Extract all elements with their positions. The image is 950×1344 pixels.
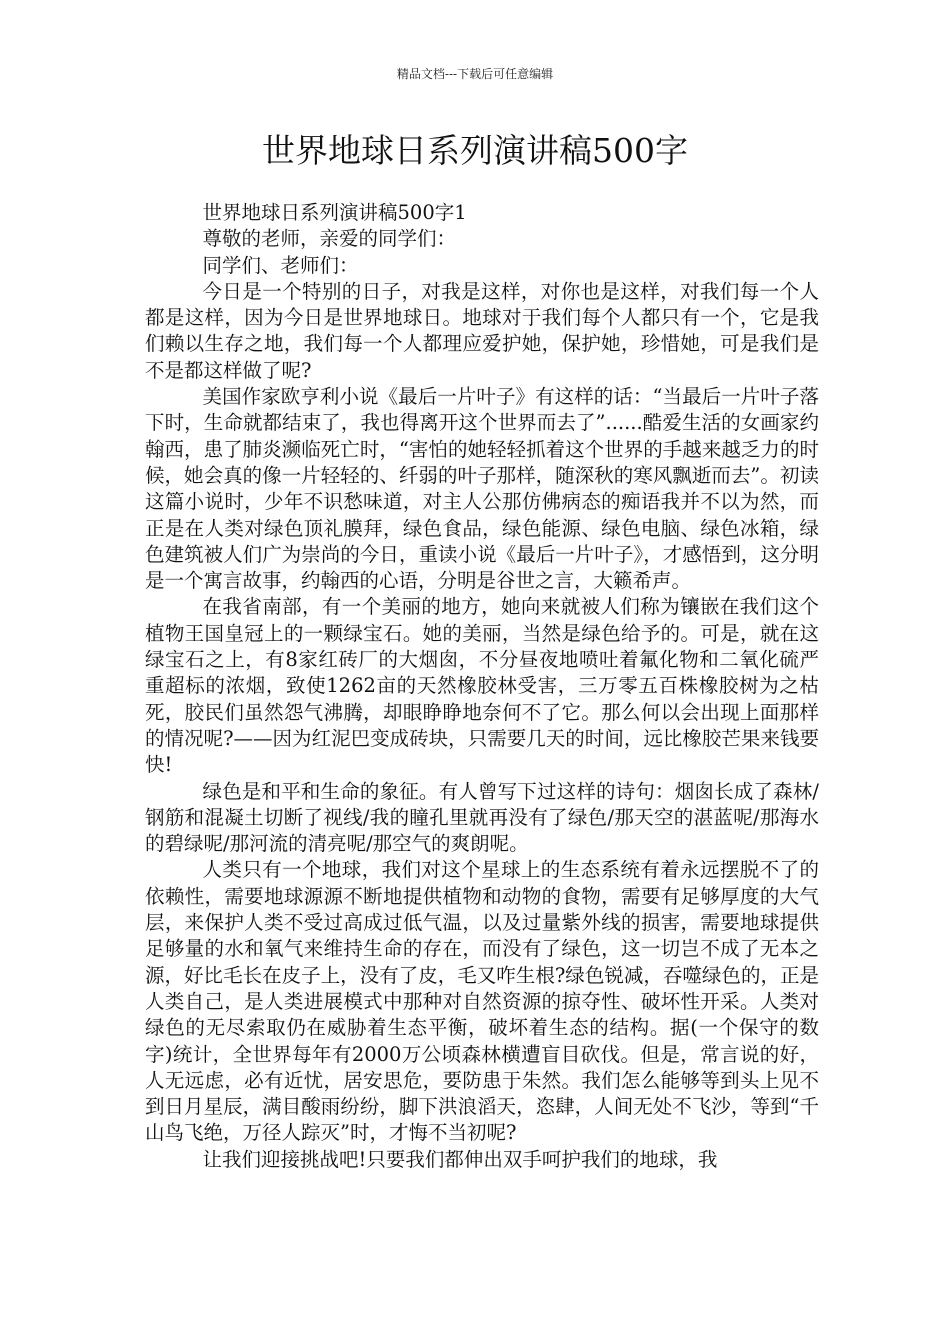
document-body bbox=[145, 200, 819, 1173]
paragraph-greeting: 同学们、老师们： bbox=[202, 253, 359, 277]
paragraph-salutation: 尊敬的老师，亲爱的同学们： bbox=[202, 227, 457, 251]
paragraph: 人类只有一个地球，我们对这个星球上的生态系统有着永远摆脱不了的依赖性，需要地球源源不断地提供植物和动物的食物，需要有足够厚度的大气层，来保护人类不受过高成过低气温，以及过量紫外线的损害，需要地球提供足够量的水和氧气来维持生命的存在，而没有了绿色，这一切岂不成了无本之源，好比毛长在皮子上，没有了皮，毛又咋生根?绿色锐减，吞噬绿色的，正是人类自己，是人类进展模式中那种对自然资源的掠夺性、破坏性开采。人类对绿色的无尽索取仍在威胁着生态平衡，破坏着生态的结构。据(一个保守的数字)统计，全世界每年有2000万公顷森林横遭盲目砍伐。但是，常言说的好，人无远虑，必有近忧，居安思危，要防患于朱然。我们怎么能够等到头上见不到日月星辰，满目酸雨纷纷，脚下洪浪滔天，恣肆，人间无处不飞沙，等到“千山鸟飞绝，万径人踪灭”时，才悔不当初呢? bbox=[145, 858, 819, 1145]
paragraph: 今日是一个特别的日子，对我是这样，对你也是这样，对我们每一个人都是这样，因为今日是世界地球日。地球对于我们每个人都只有一个，它是我们赖以生存之地，我们每一个人都理应爱护她，保护她，珍惜她，可是我们是不是都这样做了呢? bbox=[145, 279, 819, 382]
document-title: 世界地球日系列演讲稿500字 bbox=[262, 131, 688, 170]
paragraph: 绿色是和平和生命的象征。有人曾写下过这样的诗句：烟囱长成了森林/钢筋和混凝土切断了视线/我的瞳孔里就再没有了绿色/那天空的湛蓝呢/那海水的碧绿呢/那河流的清亮呢/那空气的爽朗呢。 bbox=[145, 779, 819, 856]
paragraph-subtitle: 世界地球日系列演讲稿500字1 bbox=[202, 201, 467, 224]
paragraph: 美国作家欧亨利小说《最后一片叶子》有这样的话：“当最后一片叶子落下时，生命就都结束了，我也得离开这个世界而去了”......酷爱生活的女画家约翰西，患了肺炎濒临死亡时，“害怕的她轻轻抓着这个世界的手越来越乏力的时候，她会真的像一片轻轻的、纤弱的叶子那样，随深秋的寒风飘逝而去”。初读这篇小说时，少年不识愁味道，对主人公那仿佛病态的痴语我并不以为然，而正是在人类对绿色顶礼膜拜，绿色食品，绿色能源、绿色电脑、绿色冰箱，绿色建筑被人们广为崇尚的今日，重读小说《最后一片叶子》，才感悟到，这分明是一个寓言故事，约翰西的心语，分明是谷世之言，大籁希声。 bbox=[145, 385, 819, 593]
paragraph: 让我们迎接挑战吧!只要我们都伸出双手呵护我们的地球，我 bbox=[202, 1147, 718, 1171]
header-note: 精品文档---下载后可任意编辑 bbox=[396, 67, 554, 81]
paragraph: 在我省南部，有一个美丽的地方，她向来就被人们称为镶嵌在我们这个植物王国皇冠上的一颗绿宝石。她的美丽，当然是绿色给予的。可是，就在这绿宝石之上，有8家红砖厂的大烟囱，不分昼夜地喷吐着氟化物和二氧化硫严重超标的浓烟，致使1262亩的天然橡胶林受害，三万零五百株橡胶树为之枯死，胶民们虽然怨气沸腾，却眼睁睁地奈何不了它。那么何以会出现上面那样的情况呢?——因为红泥巴变成砖块，只需要几天的时间，远比橡胶芒果来钱要快! bbox=[145, 595, 819, 777]
